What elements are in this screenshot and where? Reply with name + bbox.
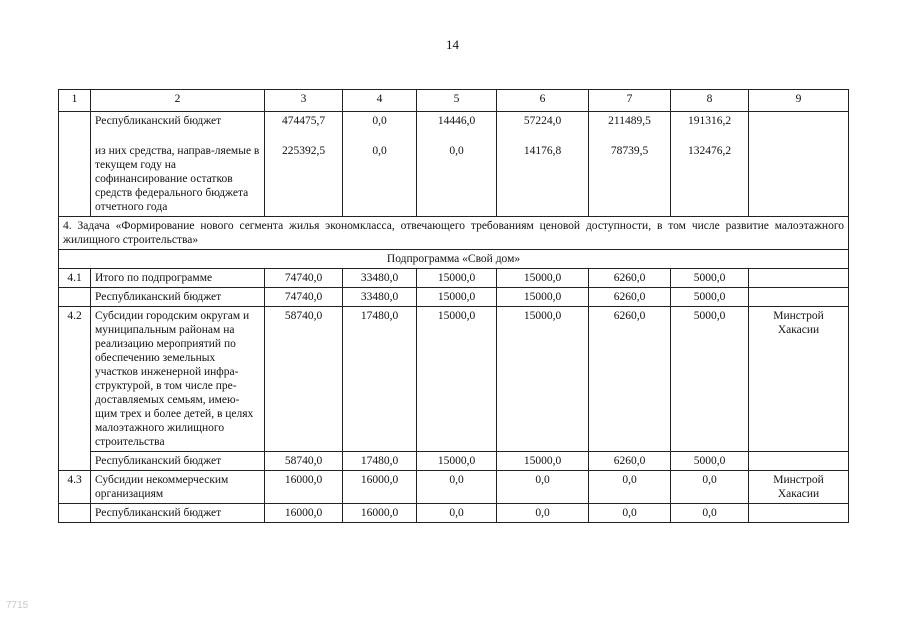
value-cell: 15000,0 bbox=[497, 452, 589, 471]
value-cell: 6260,0 bbox=[589, 307, 671, 452]
executor-cell bbox=[749, 452, 849, 471]
value-cell: 33480,0 bbox=[343, 288, 417, 307]
number-cell bbox=[59, 288, 91, 307]
value-cell: 16000,0 bbox=[343, 471, 417, 504]
value-cell: 0,0 bbox=[417, 504, 497, 523]
table-row bbox=[59, 471, 849, 504]
number-cell bbox=[59, 504, 91, 523]
value-cell: 0,0 bbox=[417, 471, 497, 504]
value-cell: 17480,0 bbox=[343, 307, 417, 452]
subprogram-row bbox=[59, 250, 849, 269]
column-header: 1 bbox=[59, 90, 91, 112]
value-cell: 15000,0 bbox=[497, 307, 589, 452]
number-cell bbox=[59, 112, 91, 131]
value-cell: 15000,0 bbox=[417, 288, 497, 307]
column-header: 6 bbox=[497, 90, 589, 112]
row-label: из них средства, направ-ляемые в текущем году на софинансирование остатков средств федерального бюджета отчетного года bbox=[91, 130, 265, 217]
value-cell: 6260,0 bbox=[589, 452, 671, 471]
value-cell: 57224,0 bbox=[497, 112, 589, 131]
row-label: Республиканский бюджет bbox=[91, 504, 265, 523]
column-header: 8 bbox=[671, 90, 749, 112]
value-cell: 74740,0 bbox=[265, 288, 343, 307]
row-number: 4.1 bbox=[59, 269, 91, 288]
value-cell: 15000,0 bbox=[497, 269, 589, 288]
row-number: 4.2 bbox=[59, 307, 91, 452]
value-cell: 0,0 bbox=[343, 130, 417, 217]
value-cell: 5000,0 bbox=[671, 288, 749, 307]
row-number: 4.3 bbox=[59, 471, 91, 504]
value-cell: 0,0 bbox=[589, 471, 671, 504]
value-cell: 17480,0 bbox=[343, 452, 417, 471]
number-cell bbox=[59, 130, 91, 217]
column-numbers-row bbox=[59, 90, 849, 112]
value-cell: 211489,5 bbox=[589, 112, 671, 131]
value-cell: 5000,0 bbox=[671, 269, 749, 288]
executor-cell bbox=[749, 504, 849, 523]
table-row bbox=[59, 269, 849, 288]
row-label: Республиканский бюджет bbox=[91, 452, 265, 471]
column-header: 2 bbox=[91, 90, 265, 112]
budget-table bbox=[58, 89, 849, 523]
number-cell bbox=[59, 452, 91, 471]
column-header: 3 bbox=[265, 90, 343, 112]
value-cell: 6260,0 bbox=[589, 288, 671, 307]
row-label: Республиканский бюджет bbox=[91, 288, 265, 307]
executor-cell bbox=[749, 269, 849, 288]
footer-mark: 7715 bbox=[6, 600, 29, 611]
page-number: 14 bbox=[446, 37, 459, 52]
value-cell: 0,0 bbox=[497, 504, 589, 523]
table-row bbox=[59, 452, 849, 471]
row-label: Республиканский бюджет bbox=[91, 112, 265, 131]
value-cell: 225392,5 bbox=[265, 130, 343, 217]
column-header: 9 bbox=[749, 90, 849, 112]
table-row bbox=[59, 307, 849, 452]
value-cell: 15000,0 bbox=[417, 269, 497, 288]
executor-cell: Минстрой Хакасии bbox=[749, 307, 849, 452]
value-cell: 58740,0 bbox=[265, 307, 343, 452]
row-label: Субсидии некоммерческим организациям bbox=[91, 471, 265, 504]
value-cell: 15000,0 bbox=[417, 452, 497, 471]
value-cell: 6260,0 bbox=[589, 269, 671, 288]
value-cell: 5000,0 bbox=[671, 307, 749, 452]
value-cell: 74740,0 bbox=[265, 269, 343, 288]
value-cell: 14176,8 bbox=[497, 130, 589, 217]
subprogram-heading: Подпрограмма «Свой дом» bbox=[59, 250, 849, 269]
value-cell: 191316,2 bbox=[671, 112, 749, 131]
value-cell: 0,0 bbox=[343, 112, 417, 131]
value-cell: 0,0 bbox=[497, 471, 589, 504]
table-row bbox=[59, 504, 849, 523]
value-cell: 33480,0 bbox=[343, 269, 417, 288]
row-label: Итого по подпрограмме bbox=[91, 269, 265, 288]
value-cell: 0,0 bbox=[417, 130, 497, 217]
task-row bbox=[59, 217, 849, 250]
column-header: 4 bbox=[343, 90, 417, 112]
value-cell: 132476,2 bbox=[671, 130, 749, 217]
value-cell: 16000,0 bbox=[265, 471, 343, 504]
executor-cell bbox=[749, 288, 849, 307]
value-cell: 0,0 bbox=[589, 504, 671, 523]
value-cell: 15000,0 bbox=[497, 288, 589, 307]
row-label: Субсидии городским округам и муниципальным районам на реализацию мероприятий по обеспечению земельных участков инженерной инфра-структурой, в том числе пре-доставляемых семьям, имею-щим трех и более детей, в целях малоэтажного жилищного строительства bbox=[91, 307, 265, 452]
task-heading: 4. Задача «Формирование нового сегмента жилья экономкласса, отвечающего требованиям ценовой доступности, в том числе развитие малоэтажного жилищного строительства» bbox=[59, 217, 849, 250]
value-cell: 14446,0 bbox=[417, 112, 497, 131]
value-cell: 58740,0 bbox=[265, 452, 343, 471]
table-row bbox=[59, 288, 849, 307]
value-cell: 16000,0 bbox=[265, 504, 343, 523]
column-header: 7 bbox=[589, 90, 671, 112]
executor-cell: Минстрой Хакасии bbox=[749, 471, 849, 504]
column-header: 5 bbox=[417, 90, 497, 112]
value-cell: 0,0 bbox=[671, 471, 749, 504]
value-cell: 15000,0 bbox=[417, 307, 497, 452]
value-cell: 5000,0 bbox=[671, 452, 749, 471]
value-cell: 474475,7 bbox=[265, 112, 343, 131]
value-cell: 78739,5 bbox=[589, 130, 671, 217]
value-cell: 16000,0 bbox=[343, 504, 417, 523]
executor-cell bbox=[749, 130, 849, 217]
value-cell: 0,0 bbox=[671, 504, 749, 523]
table-row bbox=[59, 112, 849, 131]
executor-cell bbox=[749, 112, 849, 131]
table-row bbox=[59, 130, 849, 217]
